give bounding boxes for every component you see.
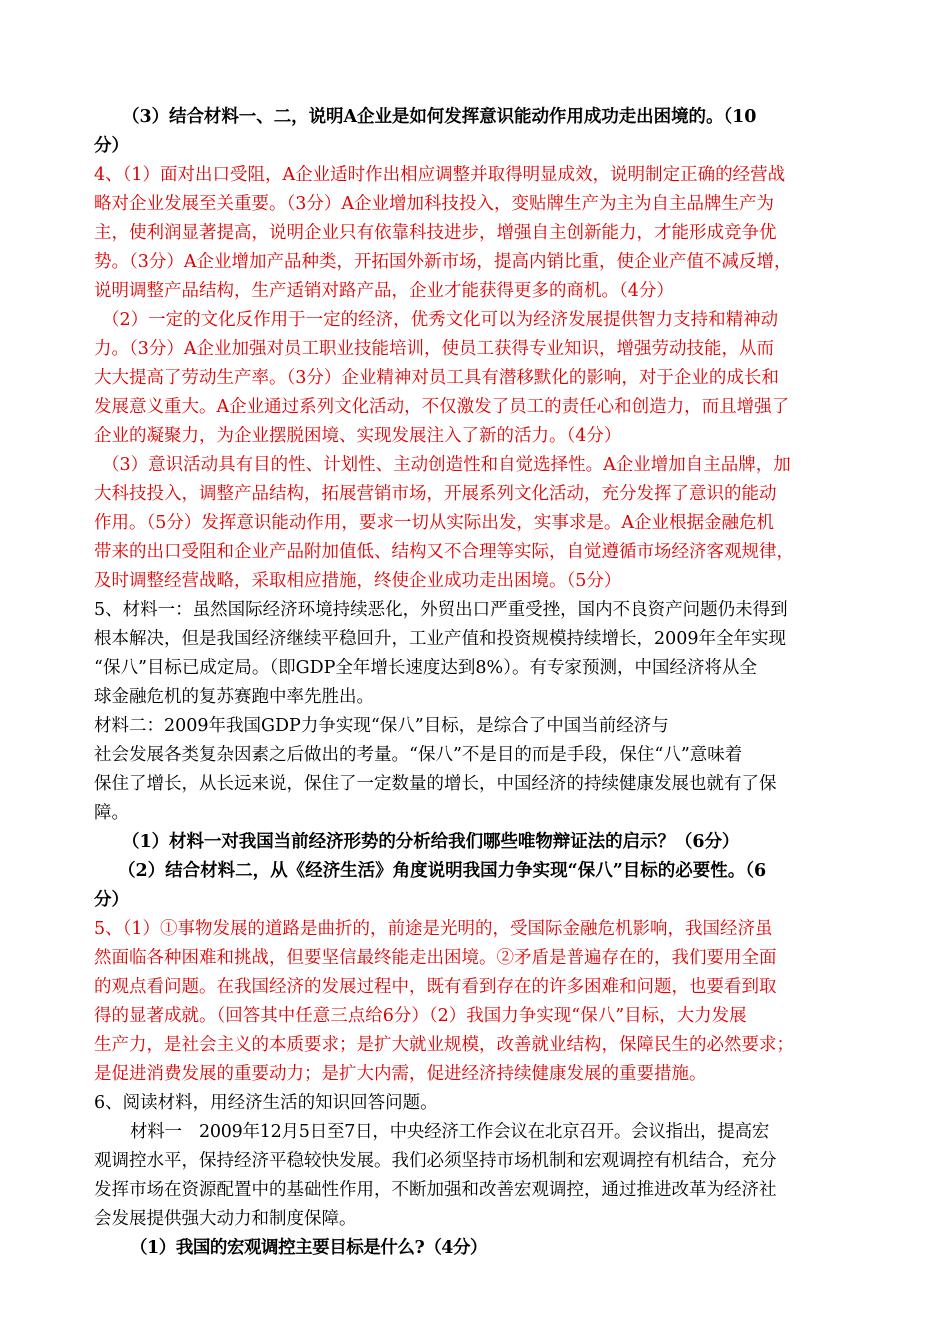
question-6-material-line: 观调控水平，保持经济平稳较快发展。我们必须坚持市场机制和宏观调控有机结合，充分 bbox=[94, 1151, 777, 1171]
answer-4-line: （3）意识活动具有目的性、计划性、主动创造性和自觉选择性。A企业增加自主品牌，加 bbox=[102, 455, 791, 475]
question-5-line: 材料二：2009年我国GDP力争实现“保八”目标，是综合了中国当前经济与 bbox=[94, 716, 669, 736]
question-6-sub-1: （1）我国的宏观调控主要目标是什么?（4分） bbox=[130, 1238, 488, 1258]
question-6-material-line: 会发展提供强大动力和制度保障。 bbox=[94, 1209, 357, 1229]
question-5-line: 球金融危机的复苏赛跑中率先胜出。 bbox=[94, 687, 374, 707]
answer-4-line: 及时调整经营战略，采取相应措施，终使企业成功走出困境。（5分） bbox=[94, 571, 622, 591]
answer-4-line: （2）一定的文化反作用于一定的经济，优秀文化可以为经济发展提供智力支持和精神动 bbox=[102, 310, 779, 330]
question-5-line: 社会发展各类复杂因素之后做出的考量。“保八”不是目的而是手段，保住“八”意味着 bbox=[94, 745, 743, 765]
question-3-line-1: （3）结合材料一、二，说明A企业是如何发挥意识能动作用成功走出困境的。（10 bbox=[122, 107, 757, 127]
question-5-sub-2-cont: 分） bbox=[94, 890, 129, 910]
question-6-material-line: 材料一 2009年12月5日至7日，中央经济工作会议在北京召开。会议指出，提高宏 bbox=[130, 1122, 770, 1142]
answer-4-line: 大大提高了劳动生产率。（3分）企业精神对员工具有潜移默化的影响，对于企业的成长和 bbox=[94, 368, 779, 388]
answer-4-line: 略对企业发展至关重要。（3分）A企业增加科技投入，变贴牌生产为主为自主品牌生产为 bbox=[94, 194, 775, 214]
answer-4-line: 企业的凝聚力，为企业摆脱困境、实现发展注入了新的活力。（4分） bbox=[94, 426, 622, 446]
question-5-line: 障。 bbox=[94, 803, 129, 823]
question-5-line: 保住了增长，从长远来说，保住了一定数量的增长，中国经济的持续健康发展也就有了保 bbox=[94, 774, 777, 794]
answer-5-line: 生产力，是社会主义的本质要求；是扩大就业规模，改善就业结构，保障民生的必然要求； bbox=[94, 1035, 794, 1055]
answer-4-line: 主，使利润显著提高，说明企业只有依靠科技进步，增强自主创新能力，才能形成竞争优 bbox=[94, 223, 777, 243]
answer-4-line: 4、（1）面对出口受阻，A企业适时作出相应调整并取得明显成效，说明制定正确的经营战 bbox=[94, 165, 786, 185]
question-6-material-line: 发挥市场在资源配置中的基础性作用，不断加强和改善宏观调控，通过推进改革为经济社 bbox=[94, 1180, 777, 1200]
answer-5-line: 5、（1）①事物发展的道路是曲折的，前途是光明的，受国际金融危机影响，我国经济虽 bbox=[94, 919, 773, 939]
answer-4-line: 发展意义重大。A企业通过系列文化活动，不仅激发了员工的责任心和创造力，而且增强了 bbox=[94, 397, 790, 417]
question-3-line-2: 分） bbox=[94, 136, 129, 156]
answer-4-line: 力。（3分）A企业加强对员工职业技能培训，使员工获得专业知识，增强劳动技能，从而 bbox=[94, 339, 775, 359]
question-6-line: 6、阅读材料，用经济生活的知识回答问题。 bbox=[94, 1093, 438, 1113]
answer-4-line: 说明调整产品结构，生产适销对路产品，企业才能获得更多的商机。（4分） bbox=[94, 281, 674, 301]
question-5-line: 5、材料一：虽然国际经济环境持续恶化，外贸出口严重受挫，国内不良资产问题仍未得到 bbox=[94, 600, 788, 620]
answer-4-line: 作用。（5分）发挥意识能动作用，要求一切从实际出发，实事求是。A企业根据金融危机 bbox=[94, 513, 775, 533]
answer-4-line: 大科技投入，调整产品结构，拓展营销市场，开展系列文化活动，充分发挥了意识的能动 bbox=[94, 484, 777, 504]
answer-4-line: 带来的出口受阻和企业产品附加值低、结构又不合理等实际，自觉遵循市场经济客观规律， bbox=[94, 542, 794, 562]
question-5-line: 根本解决，但是我国经济继续平稳回升，工业产值和投资规模持续增长，2009年全年实现 bbox=[94, 629, 787, 649]
answer-5-line: 得的显著成就。（回答其中任意三点给6分）（2）我国力争实现“保八”目标，大力发展 bbox=[94, 1006, 747, 1026]
question-5-line: “保八”目标已成定局。（即GDP全年增长速度达到8%）。有专家预测，中国经济将从全 bbox=[94, 658, 757, 678]
answer-5-line: 的观点看问题。在我国经济的发展过程中，既有看到存在的许多困难和问题，也要看到取 bbox=[94, 977, 777, 997]
answer-5-line: 然面临各种困难和挑战，但要坚信最终能走出困境。②矛盾是普遍存在的，我们要用全面 bbox=[94, 948, 777, 968]
answer-5-line: 是促进消费发展的重要动力；是扩大内需，促进经济持续健康发展的重要措施。 bbox=[94, 1064, 707, 1084]
answer-4-line: 势。（3分）A企业增加产品种类，开拓国外新市场，提高内销比重，使企业产值不减反增， bbox=[94, 252, 792, 272]
question-5-sub-2: （2）结合材料二，从《经济生活》角度说明我国力争实现“保八”目标的必要性。（6 bbox=[118, 861, 767, 881]
question-5-sub-1: （1）材料一对我国当前经济形势的分析给我们哪些唯物辩证法的启示？（6分） bbox=[122, 832, 740, 852]
